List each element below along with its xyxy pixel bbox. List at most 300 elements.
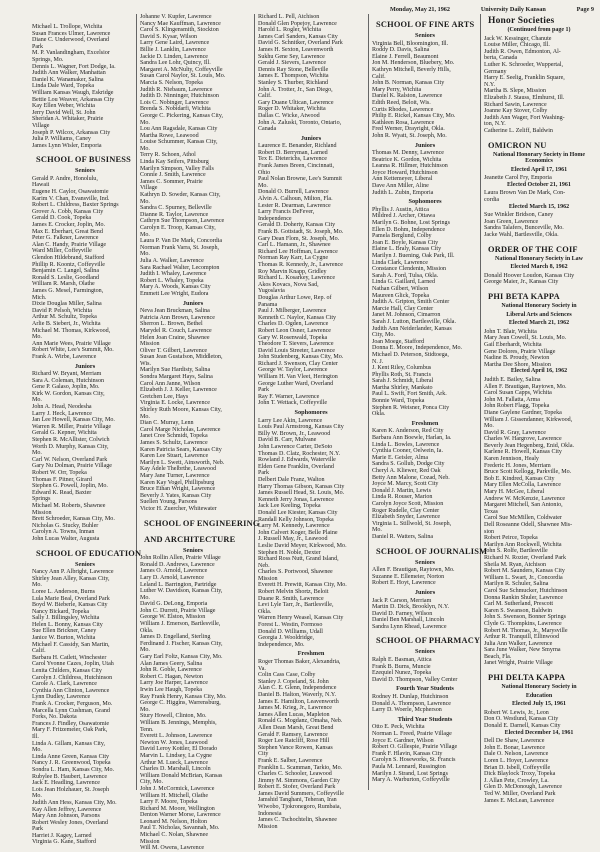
section-heading: Honor Societies — [488, 16, 555, 26]
honor-roll-entry: Margaret Mitchell, San Antonio, — [484, 502, 563, 509]
honor-roll-entry: Suzanne E. Ellemeier, Norton — [372, 573, 445, 580]
honor-roll-entry: John E. Bonar, Lawrence — [484, 744, 546, 751]
honor-roll-entry: cordia — [484, 197, 500, 204]
class-subheading: Seniors — [183, 546, 203, 554]
honor-roll-entry: Carol Ann Janne, Wilson — [140, 380, 201, 387]
honor-roll-entry: Judith Ann Neiderlander, Kansas — [372, 325, 452, 332]
honor-roll-entry: George Maier, Jr., Kansas City — [484, 279, 559, 286]
honor-roll-entry: Gerald D. Doherty, Kansas City — [258, 222, 336, 229]
honor-roll-entry: Mo. — [140, 251, 150, 258]
honor-roll-entry: John J. McCormick, Lawrence — [140, 785, 215, 792]
honor-roll-entry: William R. Marsh, Olathe — [32, 281, 95, 288]
honor-roll-entry: Marilyn Ann Rockwell, Wichita — [484, 541, 562, 548]
issue-date: Monday, May 21, 1962 — [390, 6, 450, 13]
honor-roll-entry: Robert M. Thomas, Jr., Marysville — [484, 627, 568, 634]
honor-roll-entry: Otto E. Peck, Wichita — [372, 724, 425, 731]
honor-roll-entry: Carolyn Joyce Scott, Mission — [372, 500, 444, 507]
honor-roll-entry: Martha B. Slepe, Mission — [484, 88, 546, 95]
class-subheading: Seniors — [75, 560, 95, 568]
honor-roll-entry: Dennis Ray Stone, Belleville — [258, 66, 329, 73]
honor-roll-entry: Charles W. Hargrove, Lawrence — [484, 436, 562, 443]
honor-roll-entry: Sukhu Gene Sey, Lawrence — [258, 53, 325, 60]
honor-roll-entry: Okla. — [258, 608, 272, 615]
honor-roll-entry: Robert C. Hagan, Newton — [140, 673, 203, 680]
section-heading: AND ARCHITECTURE — [144, 534, 236, 544]
honor-roll-entry: Sheridan A. Whitaker, Prairie — [32, 116, 104, 123]
honor-roll-entry: James O. Arnold, Lawrence — [140, 568, 208, 575]
honor-roll-entry: Brett Schroeder, Kansas City, Mo. — [32, 516, 115, 523]
honor-roll-entry: Levi Lyle Tarr, Jr., Bartlesville, — [258, 602, 334, 609]
honor-roll-entry: Roger Thomas Baker, Alexandria, — [258, 659, 341, 665]
honor-roll-entry: Alan C. Handy, Prairie Village — [32, 241, 107, 248]
honor-roll-entry: Luther W. Davidson, Kansas City, — [140, 588, 223, 595]
honor-roll-entry: Mission — [258, 575, 278, 582]
honor-roll-entry: William L. Swart, Jr., Concordia — [484, 574, 563, 581]
honor-roll-entry: John Lawrence Carter, DeSoto — [258, 444, 333, 450]
honor-roll-entry: Karlene R. Howell, Kansas City — [484, 449, 562, 456]
honor-roll-entry: City — [258, 751, 269, 758]
honor-roll-entry: Robert W. Orr, Topeka — [32, 470, 87, 476]
honor-roll-entry: Robert W. Lewis, Jr., Leon — [484, 709, 549, 716]
honor-roll-entry: Roger D. Whitaker, Wichita — [258, 106, 326, 113]
honor-roll-entry: Thomas F. Pitner, Girard — [32, 476, 92, 483]
honor-roll-entry: Mildred J. Archer, Ottawa — [372, 213, 436, 220]
honor-roll-entry: Dell Roseanne Odell, Shawnee Mis- — [484, 522, 573, 528]
honor-roll-entry: Colin Cass Case, Colby — [258, 672, 316, 679]
honor-roll-entry: N. J. — [372, 358, 384, 365]
honor-roll-entry: Frank B. Gottstadt, St. Joseph, Mo. — [258, 229, 344, 235]
honor-roll-entry: Loren L. Hoyer, Lawrence — [484, 758, 549, 764]
honor-roll-entry: Beatrice K. Gordon, Wichita — [372, 156, 442, 163]
honor-roll-entry: Frank E. Salber, Lawrence — [258, 757, 323, 764]
honor-roll-entry: Gene P. Galaso, Joplin, Mo. — [32, 384, 100, 391]
honor-roll-entry: Susan Jean Gustafson, Middleton, — [140, 354, 223, 361]
honor-roll-entry: Charles D. Marshall, Lincoln — [140, 766, 211, 773]
honor-roll-entry: Dianne R. Taylor, Lawrence — [140, 211, 209, 218]
honor-roll-entry: Germany — [484, 68, 507, 75]
honor-roll-entry: Jimmy M. Simmons, Garden City — [258, 777, 340, 784]
honor-roll-entry: Marcella Lynn Cushman, Grand — [32, 707, 110, 714]
honor-roll-entry: Roger Rudelle, Clay Center — [372, 507, 440, 514]
honor-roll-entry: City, Mo. — [140, 779, 163, 786]
honor-roll-entry: Mo. — [32, 334, 42, 341]
honor-roll-entry: Jacke Wahl, Bartlesville, Okla. — [484, 232, 559, 239]
honor-roll-entry: Rodney H. Dunlap, Hutchinson — [372, 694, 449, 701]
election-note: Elected April 17, 1961 — [510, 166, 568, 173]
honor-roll-entry: John C. Durrett, Prairie Village — [140, 607, 216, 614]
honor-roll-entry: George W. Taylor, Lawrence — [258, 367, 328, 374]
class-subheading: Sophomores — [294, 409, 328, 417]
honor-roll-entry: Warren R. Miller, Prairie Village — [32, 423, 112, 430]
honor-roll-entry: Martha Dee Shore, Mission — [484, 361, 551, 368]
honor-roll-entry: Martin D. Dick, Brooklyn, N.Y. — [372, 604, 449, 611]
honor-roll-entry: George C. Pickering, Kansas City, — [140, 112, 223, 119]
honor-roll-entry: Marilyn R. Schuler, Salina — [484, 581, 549, 588]
election-note: Elected December 14, 1961 — [504, 729, 574, 736]
honor-roll-entry: Richard W. Bryant, Merriam — [32, 371, 102, 378]
honor-roll-entry: Lois Jean Holzhauer, St. Joseph — [32, 786, 110, 793]
election-note: Education — [525, 692, 553, 699]
honor-roll-entry: Gail Eberhardt, Wichita — [484, 341, 542, 348]
honor-roll-entry: Phyllis J. Austin, Attica — [372, 206, 429, 213]
honor-roll-entry: Karen Patricia Sears, Kansas City — [140, 446, 222, 453]
honor-roll-entry: Glendon Hildebrand, Stafford — [32, 255, 105, 261]
honor-roll-entry: Marvin L. Lindsey, La Cygne — [140, 752, 212, 759]
honor-roll-entry: Sandra Lee Lohr, Quincy, Ill. — [140, 60, 211, 67]
honor-roll-entry: Gerald F. Ramsey, Lawrence — [258, 731, 328, 738]
honor-roll-entry: Gary W. Rosenwald, Topeka — [258, 334, 328, 341]
honor-roll-entry: Paul T. Nicholas, Savannah, Mo. — [140, 825, 220, 832]
election-note: Elected March 21, 1962 — [508, 320, 570, 327]
honor-roll-entry: William H. Van Vleet, Herington — [258, 374, 338, 381]
honor-roll-entry: Shirley Ruth Moore, Kansas City, — [140, 407, 222, 414]
honor-roll-entry: Sondra Margaret Hays, Salina — [140, 374, 213, 381]
honor-roll-entry: Donna E. Moore, Independence, Mo. — [372, 345, 463, 352]
honor-roll-entry: Thomas M. Denny, Lawrence — [372, 150, 444, 157]
honor-roll-entry: Kenneth Jerry Jonas, Lawrence — [258, 496, 334, 503]
honor-roll-entry: Hawaii — [32, 182, 50, 189]
honor-roll-entry: Everett L. Johnson, Lawrence — [140, 733, 213, 740]
honor-roll-entry: Bonnie Ward, Topeka — [372, 398, 425, 405]
honor-roll-entry: Kathryn Mitchell, Beverly Hills, — [372, 66, 451, 73]
honor-roll-entry: David P. Pelsoh, Wichita — [32, 307, 92, 314]
honor-roll-entry: Irwin Lee Haugh, Topeka — [140, 687, 202, 693]
honor-roll-entry: John A. Head, Neodesha — [32, 404, 92, 411]
honor-roll-entry: Betty Ann Malone, Cozad, Neb. — [372, 474, 450, 481]
honor-roll-entry: Donald E. Darnell, Kansas City — [484, 723, 561, 730]
honor-roll-entry: Linda L. Bowles, Lawrence — [372, 441, 440, 448]
honor-roll-entry: Laura P. Van De Mark, Concordia — [140, 238, 223, 245]
honor-roll-entry: John Robert Flagg, Topeka — [484, 403, 550, 410]
honor-roll-entry: Cynthia Cooner, Oelwein, Ia. — [372, 448, 443, 455]
honor-roll-entry: Linda Kay Seifers, Pittsburg — [140, 159, 209, 166]
honor-roll-entry: Paul Nolan Browne, Lee's Summit — [258, 176, 342, 183]
honor-roll-entry: Carolyn A. Towns, Inman — [32, 529, 95, 536]
honor-roll-entry: Mission — [258, 823, 278, 830]
honor-roll-entry: Georgia J. Wooldridge, — [258, 635, 315, 642]
honor-roll-entry: Nathan Gilbert, Wilson — [372, 285, 429, 292]
honor-roll-entry: Park — [32, 826, 44, 833]
honor-roll-entry: Harry E. Seelig, Franklin Square, — [484, 75, 565, 82]
honor-roll-entry: William B. Jennings, Memphis, — [140, 719, 217, 726]
honor-roll-entry: Ralph E. Basman, Attica — [372, 657, 432, 664]
honor-roll-entry: Linda G. Gaillard, Larned — [372, 279, 435, 286]
class-subheading: Third Year Students — [397, 715, 453, 723]
honor-roll-entry: Jack P. Carson, Merriam — [372, 597, 432, 604]
section-heading: SCHOOL OF PHARMACY — [376, 636, 481, 646]
column-rule — [254, 14, 255, 790]
honor-roll-entry: Mo. — [140, 231, 150, 238]
class-subheading: Seniors — [415, 32, 435, 39]
honor-roll-entry: Janet M. Johnson, Cimarron — [372, 312, 441, 319]
honor-roll-entry: Donald Hoover Loudon, Kansas City — [484, 272, 575, 279]
honor-roll-entry: Nancy Ann P. Albright, Lawrence — [32, 569, 114, 576]
honor-roll-entry: Ray F. Warner, Lawrence — [258, 393, 320, 400]
honor-roll-entry: Phillip R. Koontz, Coffeyville — [32, 261, 105, 268]
honor-roll-entry: Karen Lee Stuart, Lawrence — [140, 453, 209, 460]
honor-roll-entry: Mary Ellen McColla, Lawrence — [484, 482, 561, 489]
honor-roll-entry: George W. Elston, Mission — [140, 614, 206, 621]
honor-roll-entry: Bob E. Kindred, Kansas City — [484, 475, 555, 482]
class-subheading: Fourth Year Students — [396, 685, 454, 693]
honor-roll-entry: Luther K. Schroeder, Wuppertal, — [484, 61, 563, 68]
honor-roll-entry: Carl M. Sutherland, Prescott — [484, 601, 554, 608]
honor-roll-entry: David B. Carr, Mulvane — [258, 437, 317, 444]
section-heading: OMICRON NU — [488, 140, 547, 150]
honor-roll-entry: Dell De Shaw, Lawrence — [484, 738, 545, 745]
honor-roll-entry: William Kansas Waugh, Eskridge — [32, 89, 114, 96]
election-note: National Honorary Society in — [501, 303, 577, 309]
honor-roll-entry: David G. Schnitker, Overland Park — [258, 40, 343, 47]
honor-roll-entry: Wis. — [140, 360, 152, 367]
honor-roll-entry: Susan Carol Naylor, St. Louis, Mo. — [140, 73, 226, 80]
honor-roll-entry: James Allen Lucas, Mapleton — [258, 711, 330, 718]
honor-roll-entry: Franklin L. Scamman, Tarkio, Mo. — [258, 764, 343, 771]
election-note: National Honorary Society in — [501, 684, 577, 691]
honor-roll-entry: Frank James Breen, Cincinnati, — [258, 163, 335, 170]
honor-roll-entry: Gerald G. Kepner, Wichita — [32, 430, 97, 437]
honor-roll-entry: Larry M. Kennedy, Lawrence — [258, 523, 330, 530]
honor-roll-entry: Sally J. Billingsley, Wichita — [32, 615, 100, 622]
honor-roll-entry: Richard Lee Hoffman, Lawrence — [258, 248, 338, 255]
honor-roll-entry: James G. Mesel, Farmington, — [32, 287, 104, 294]
class-subheading: Juniors — [182, 299, 204, 307]
honor-roll-entry: Kenneth C. Naylor, Kansas City — [258, 314, 337, 321]
class-subheading: Freshmen — [411, 419, 439, 427]
honor-roll-entry: Robert E. Stofer, Overland Park — [258, 784, 336, 791]
honor-roll-entry: Donald J. Martin, Lewis — [372, 487, 431, 494]
class-subheading: Seniors — [415, 648, 435, 656]
honor-roll-entry: Mary F. Fritzemeier, Oak Park, — [32, 727, 108, 734]
honor-roll-entry: Neb. — [258, 562, 270, 569]
honor-roll-entry: Frank A. Wirbe, Lawrence — [32, 353, 97, 360]
honor-roll-entry: Norman L. Freed, Prairie Village — [372, 731, 452, 737]
honor-roll-entry: M. P. Vanlandingham, Excelsior — [32, 50, 110, 57]
honor-roll-entry: Carl L. Hamann, Jr., Shawnee — [258, 242, 331, 249]
section-heading: SCHOOL OF EDUCATION — [36, 548, 142, 558]
honor-roll-entry: Andrew W. McKenzie, Lawrence — [484, 495, 566, 502]
honor-roll-entry: George Luther Ward, Overland — [258, 380, 334, 387]
section-heading: ORDER OF THE COIF — [488, 244, 578, 254]
honor-roll-entry: Ezequiel Nunez, Topeka — [372, 670, 432, 677]
honor-roll-entry: Virginia G. Kane, Stafford — [32, 839, 97, 846]
honor-roll-entry: Robert Peirce, Topeka — [484, 535, 538, 542]
honor-roll-entry: Gene Dolores, Prairie Village — [484, 348, 556, 355]
honor-roll-entry: Douglas Arthur Lowe, Rep. of — [258, 294, 332, 301]
honor-roll-entry: George C. Higgins, Warrensburg, — [140, 700, 221, 707]
honor-roll-entry: Kay Adele Thelbrthe, Leawood — [140, 466, 217, 473]
honor-roll-entry: Roy Marvin Knapp, Gridley — [258, 268, 327, 275]
honor-roll-entry: Louis Paul Armstrong, Kansas City — [258, 424, 344, 431]
honor-roll-entry: Park — [258, 387, 270, 394]
honor-roll-entry: Leslie David Meyer, Kirkwood, Mo. — [258, 542, 347, 549]
honor-roll-entry: Gary Earl Foltz, Kansas City, Mo. — [140, 654, 223, 661]
honor-roll-entry: berta, Canada — [484, 55, 518, 62]
honor-roll-entry: Thomas D. Clatz, Rochester, N.Y. — [258, 450, 341, 457]
honor-roll-entry: Donald D. Williams, Udall — [258, 628, 323, 635]
honor-roll-entry: Virginia E. Locke, Lawrence — [140, 400, 210, 407]
honor-roll-entry: John A. Trotter, Jr., San Diego, — [258, 86, 333, 93]
class-subheading: Juniors — [414, 141, 436, 149]
honor-roll-entry: Michael M. Roberts, Shawnee — [32, 502, 106, 509]
honor-roll-entry: Arthur M. Schultz, Topeka — [32, 314, 97, 321]
honor-roll-entry: Springs, Mo. — [32, 56, 64, 63]
honor-roll-entry: Lula Marie Beal, Overland Park — [32, 595, 110, 602]
honor-roll-entry: Jan Lee Howell, Kansas City, Mo. — [32, 417, 115, 424]
honor-roll-entry: Pamela Berglund, Colby — [372, 233, 432, 240]
honor-roll-entry: Texas — [484, 508, 499, 515]
honor-roll-entry: Ann Kettemeyer, Liberal — [372, 176, 433, 183]
honor-roll-entry: Roddy D. Davis, Salina — [372, 47, 430, 54]
honor-roll-entry: Daniel Ben Marshall, Lincoln — [372, 617, 445, 624]
honor-roll-entry: Richard L. Pell, Atchison — [258, 14, 320, 20]
honor-roll-entry: Norman Frank Varra, St. Joseph, — [140, 244, 219, 251]
honor-roll-entry: Springs — [32, 496, 51, 503]
honor-roll-entry: Judith Ann Walker, Manhattan — [32, 70, 106, 77]
honor-roll-entry: Linda R. Rouser, Marion — [372, 494, 433, 501]
honor-roll-entry: Sarah J. Lutton, Bartlesville, Okla. — [372, 318, 456, 325]
honor-roll-entry: Maureen Glick, Topeka — [372, 292, 430, 299]
honor-roll-entry: Stephen R. Weisner, Ponca City — [372, 404, 450, 411]
honor-roll-entry: David R. Gray, Lawrence — [484, 429, 546, 436]
honor-roll-entry: Louise Schummer, Kansas City, — [140, 139, 218, 146]
honor-roll-entry: Karen Kay Vogel, Phillipsburg — [140, 479, 215, 486]
section-heading: SCHOOL OF FINE ARTS — [376, 20, 475, 29]
honor-roll-entry: Nicholas G. Stucky, Buhler — [32, 522, 99, 529]
honor-roll-entry: Calif. — [372, 73, 386, 80]
honor-roll-entry: John R. Goble, Lawrence — [140, 667, 202, 674]
honor-roll-entry: Newton W. Jones, Leawood — [140, 739, 208, 746]
honor-roll-entry: Wiwobo, Tjokronegoro, Rumbaia, — [258, 804, 342, 811]
honor-roll-entry: Robert Wesley Jones, Overland — [32, 819, 108, 826]
honor-roll-entry: Linda Dale Ward, Topeka — [32, 83, 95, 90]
honor-roll-entry: Frank A. Crocker, Ferguson, Mo. — [32, 701, 113, 707]
honor-roll-entry: Daniel R. Watters, Salina — [372, 533, 434, 540]
honor-roll-entry: Neva Jean Bruckman, Salina — [140, 308, 210, 315]
honor-roll-entry: Curtis Rhodes, Lawrence — [372, 106, 434, 113]
honor-roll-entry: Mo. — [32, 582, 42, 589]
honor-roll-entry: Dennis L. Wagner, Fort Dodge, Ia. — [32, 63, 116, 70]
honor-roll-entry: David Louis Streeter, Lawrence — [258, 347, 335, 354]
section-heading: SCHOOL OF ENGINEERING — [144, 518, 260, 528]
honor-roll-entry: Larry Gene Laird, Lawrence — [140, 40, 210, 47]
election-note: Elected July 15, 1961 — [512, 701, 566, 708]
honor-roll-entry: Indonesia — [258, 810, 282, 817]
honor-roll-entry: Carol Sue Schmucker, Hutchinson — [484, 587, 568, 594]
honor-roll-entry: James E. Thompson, Wichita — [258, 73, 329, 80]
honor-roll-entry: Joan Moege, Stafford — [372, 338, 425, 345]
honor-roll-entry: Mary H. McGee, Liberal — [484, 489, 545, 496]
honor-roll-entry: Mo. — [32, 747, 42, 754]
honor-roll-entry: Nadine B. Proudy, Newton — [484, 355, 550, 362]
honor-roll-entry: Mo. — [484, 423, 494, 430]
honor-roll-entry: Nancy Bickard, Topeka — [32, 608, 90, 615]
honor-roll-entry: Sherron L. Brown, Bethel — [140, 321, 203, 328]
honor-roll-entry: Catherine L. Zeliff, Baldwin — [484, 127, 553, 134]
honor-roll-entry: Grover A. Cobb, Kansas City — [32, 208, 104, 215]
honor-roll-entry: Independence, Mo. — [258, 641, 305, 648]
honor-roll-entry: Allen Dean Marsh, Great Bend — [258, 724, 334, 731]
honor-roll-entry: Sara A. Coleman, Hutchinson — [32, 377, 105, 384]
honor-roll-entry: Kathryn D. Sowder, Kansas City, — [140, 192, 221, 199]
honor-roll-entry: Phyllis Roth, St. Francis — [372, 371, 431, 378]
honor-roll-entry: Allen F. Brautigan, Raytown, Mo. — [484, 383, 567, 390]
honor-roll-entry: Dian C. Murray, Lenn — [140, 420, 194, 427]
honor-roll-entry: Mary A. Warburton, Coffeyville — [372, 777, 450, 784]
honor-roll-entry: Alan C. E. Glenn, Independence — [258, 685, 337, 692]
honor-roll-entry: Frank B. Burns, Muncie — [372, 663, 431, 670]
honor-roll-entry: John Rollin Allen, Prairie Village — [140, 555, 221, 562]
honor-roll-entry: Louise Miller, Chicago, Ill. — [484, 42, 550, 49]
honor-roll-entry: Charles S. Portwood, Shawnee — [258, 569, 333, 576]
honor-roll-entry: Park — [32, 43, 44, 50]
honor-roll-entry: Will M. Owens, Lawrence — [140, 845, 205, 852]
honor-roll-entry: Beach, Fla. — [484, 653, 512, 660]
honor-roll-entry: Sandra Lynn Rhead, Lawrence — [372, 623, 447, 630]
honor-roll-entry: Lynn Dudley, Lawrence — [32, 694, 91, 701]
honor-roll-entry: Canada — [258, 126, 277, 133]
honor-roll-entry: Mo. — [32, 793, 42, 800]
honor-roll-entry: Billy W. Brown, Jr., Leawood — [258, 430, 331, 437]
honor-roll-entry: Mary A. Woods, Kansas City — [140, 284, 211, 291]
honor-roll-entry: Beverly J. Yates, Kansas City — [140, 492, 212, 499]
honor-roll-entry: Martha Shirley, Mankato — [372, 384, 433, 391]
honor-roll-entry: William H. Mitchell, Olathe — [140, 792, 209, 799]
honor-roll-entry: John A. Zaluski, Toronto, Ontario, — [258, 119, 342, 126]
honor-roll-entry: Suellen Young, Parsons — [140, 499, 198, 506]
honor-roll-entry: Jon M. Henderson, Bluebery, Mo. — [372, 60, 455, 67]
honor-roll-entry: Daniel B. Halton, Waverly, N.Y. — [258, 691, 336, 698]
honor-roll-entry: Elizabeth J. J. Keller, Lawrence — [140, 387, 217, 394]
election-note: Elected March 8, 1962 — [510, 264, 568, 271]
honor-roll-entry: Helen L. Bonny, Kansas City — [32, 621, 103, 628]
honor-roll-entry: Bruce Ethan Wright, Lawrence — [140, 486, 216, 493]
honor-roll-entry: Harold L. Rogler, Wichita — [258, 27, 322, 34]
honor-roll-entry: Diane Gaylene Gardner, Topeka — [484, 409, 562, 416]
honor-roll-entry: Sue Winkler Bridson, Caney — [484, 212, 554, 219]
honor-roll-entry: Elaine L. Braly, Kansas City — [372, 246, 442, 253]
honor-roll-entry: Donald Glen Popejoy, Lawrence — [258, 20, 337, 27]
honor-roll-entry: Linda Clark, Lawrence — [372, 259, 428, 266]
honor-roll-entry: Paul J. Milberger, Lawrence — [258, 308, 327, 315]
honor-roll-entry: Gerald P. Andre, Honolulu, — [32, 175, 98, 182]
honor-roll-entry: David D. Thompson, Valley Center — [372, 676, 458, 683]
honor-roll-entry: N.Y. — [484, 81, 495, 88]
honor-roll-entry: Peter G. Falkner, Lawrence — [32, 235, 99, 242]
column-1 — [32, 24, 142, 846]
honor-roll-entry: Mo. — [32, 397, 42, 404]
honor-roll-entry: Mary Jane Turner, Lawrence — [140, 472, 210, 479]
honor-roll-entry: Robert White, Lee's Summit, Mo. — [32, 347, 114, 354]
honor-roll-entry: Richard N. Rozier, Overland Park — [484, 554, 567, 561]
honor-roll-entry: Janet Wright, Prairie Village — [484, 660, 553, 667]
honor-roll-entry: Robert L. Whaley, Topeka — [140, 277, 204, 284]
honor-roll-entry: Calif. — [258, 93, 272, 100]
class-subheading: Juniors — [74, 362, 96, 370]
honor-roll-entry: Sandra C. Spurney, Belleville — [140, 205, 212, 212]
honor-roll-entry: Elizabeth Snyder, Lawrence — [372, 514, 441, 521]
honor-roll-entry: Linda A. Gillam, Kansas City, — [32, 740, 106, 747]
honor-roll-entry: Ted W. Miller, Overland Park — [484, 790, 556, 797]
honor-roll-entry: Lenita Childers, Kansas City — [32, 668, 102, 675]
honor-roll-entry: Paul L. Swift, Fort Smith, Ark. — [372, 391, 447, 398]
honor-roll-entry: Kathleen Rosa, Lawrence — [372, 119, 435, 126]
honor-roll-entry: Mary Perry, Wichita — [372, 86, 422, 93]
honor-roll-entry: Judith E. Bailey, Salina — [484, 376, 541, 383]
honor-roll-entry: Billie J. Lanklin, Lawrence — [140, 46, 206, 53]
honor-roll-entry: Stephen Vance Rowen, Kansas — [258, 744, 333, 751]
honor-roll-entry: Judith D. Ninninger, Hutchinson — [140, 93, 219, 100]
